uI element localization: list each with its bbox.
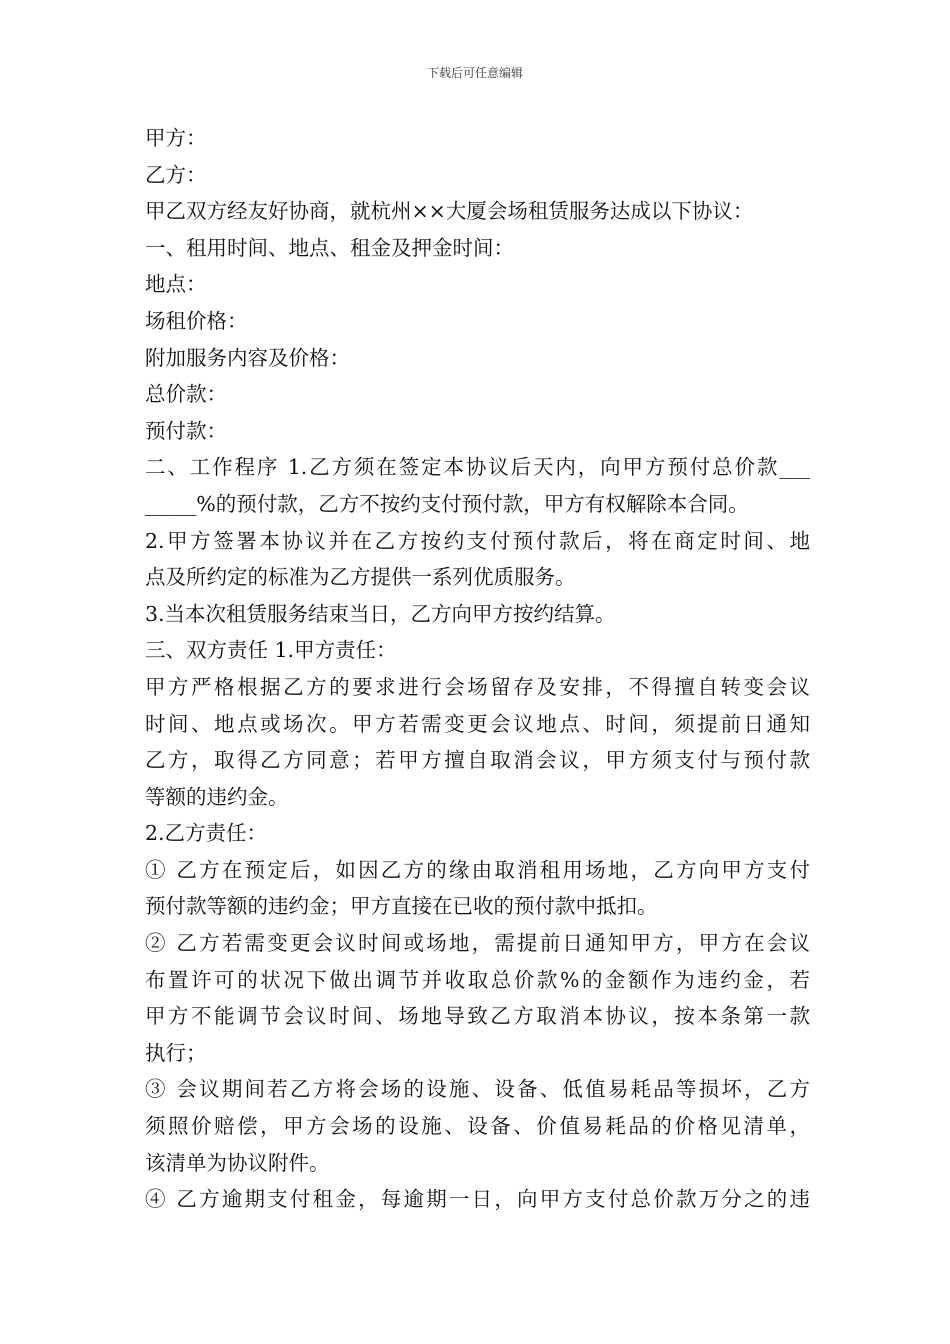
text-line: 时间、地点或场次。甲方若需变更会议地点、时间，须提前日通知: [145, 711, 810, 736]
text-line: 该清单为协议附件。: [145, 1150, 330, 1175]
text-line: 预付款：: [145, 418, 227, 443]
text-line: ④ 乙方逾期支付租金，每逾期一日，向甲方支付总价款万分之的违: [145, 1187, 810, 1212]
text-line: 二、工作程序 1.乙方须在签定本协议后天内，向甲方预付总价款___: [145, 455, 810, 480]
text-line: ② 乙方若需变更会议时间或场地，需提前日通知甲方，甲方在会议: [145, 931, 810, 956]
text-line: 乙方，取得乙方同意；若甲方擅自取消会议，甲方须支付与预付款: [145, 748, 810, 773]
text-line: 3.当本次租赁服务结束当日，乙方向甲方按约结算。: [145, 601, 616, 626]
header-text: 下载后可任意编辑: [426, 66, 523, 80]
text-line: 须照价赔偿，甲方会场的设施、设备、价值易耗品的价格见清单，: [145, 1114, 810, 1139]
text-line: 场租价格：: [145, 308, 248, 333]
text-line: 甲方严格根据乙方的要求进行会场留存及安排，不得擅自转变会议: [145, 674, 810, 699]
text-line: 三、双方责任 1.甲方责任：: [145, 638, 397, 663]
text-line: 布置许可的状况下做出调节并收取总价款%的金额作为违约金，若: [145, 967, 810, 992]
text-line: ③ 会议期间若乙方将会场的设施、设备、低值易耗品等损坏，乙方: [145, 1077, 810, 1102]
text-line: 执行；: [145, 1040, 207, 1065]
text-line: 总价款：: [145, 382, 227, 407]
text-line: 等额的违约金。: [145, 784, 289, 809]
text-line: 一、租用时间、地点、租金及押金时间：: [145, 235, 514, 260]
text-line: ① 乙方在预定后，如因乙方的缘由取消租用场地，乙方向甲方支付: [145, 857, 810, 882]
text-line: 甲方：: [145, 126, 207, 150]
text-line: 甲乙双方经友好协商，就杭州××大厦会场租赁服务达成以下协议：: [145, 199, 754, 224]
text-line: 乙方：: [145, 162, 207, 187]
text-line: 2.乙方责任：: [145, 821, 268, 846]
text-line: 2.甲方签署本协议并在乙方按约支付预付款后，将在商定时间、地: [145, 528, 810, 553]
page-header: [0, 65, 950, 81]
text-line: 附加服务内容及价格：: [145, 345, 350, 370]
text-line: 点及所约定的标准为乙方提供一系列优质服务。: [145, 565, 576, 590]
text-line: 地点：: [145, 272, 207, 297]
text-line: _____%的预付款，乙方不按约支付预付款，甲方有权解除本合同。: [145, 491, 749, 516]
document-body: [145, 120, 810, 1218]
text-line: 甲方不能调节会议时间、场地导致乙方取消本协议，按本条第一款: [145, 1004, 810, 1029]
text-line: 预付款等额的违约金；甲方直接在已收的预付款中抵扣。: [145, 894, 658, 919]
